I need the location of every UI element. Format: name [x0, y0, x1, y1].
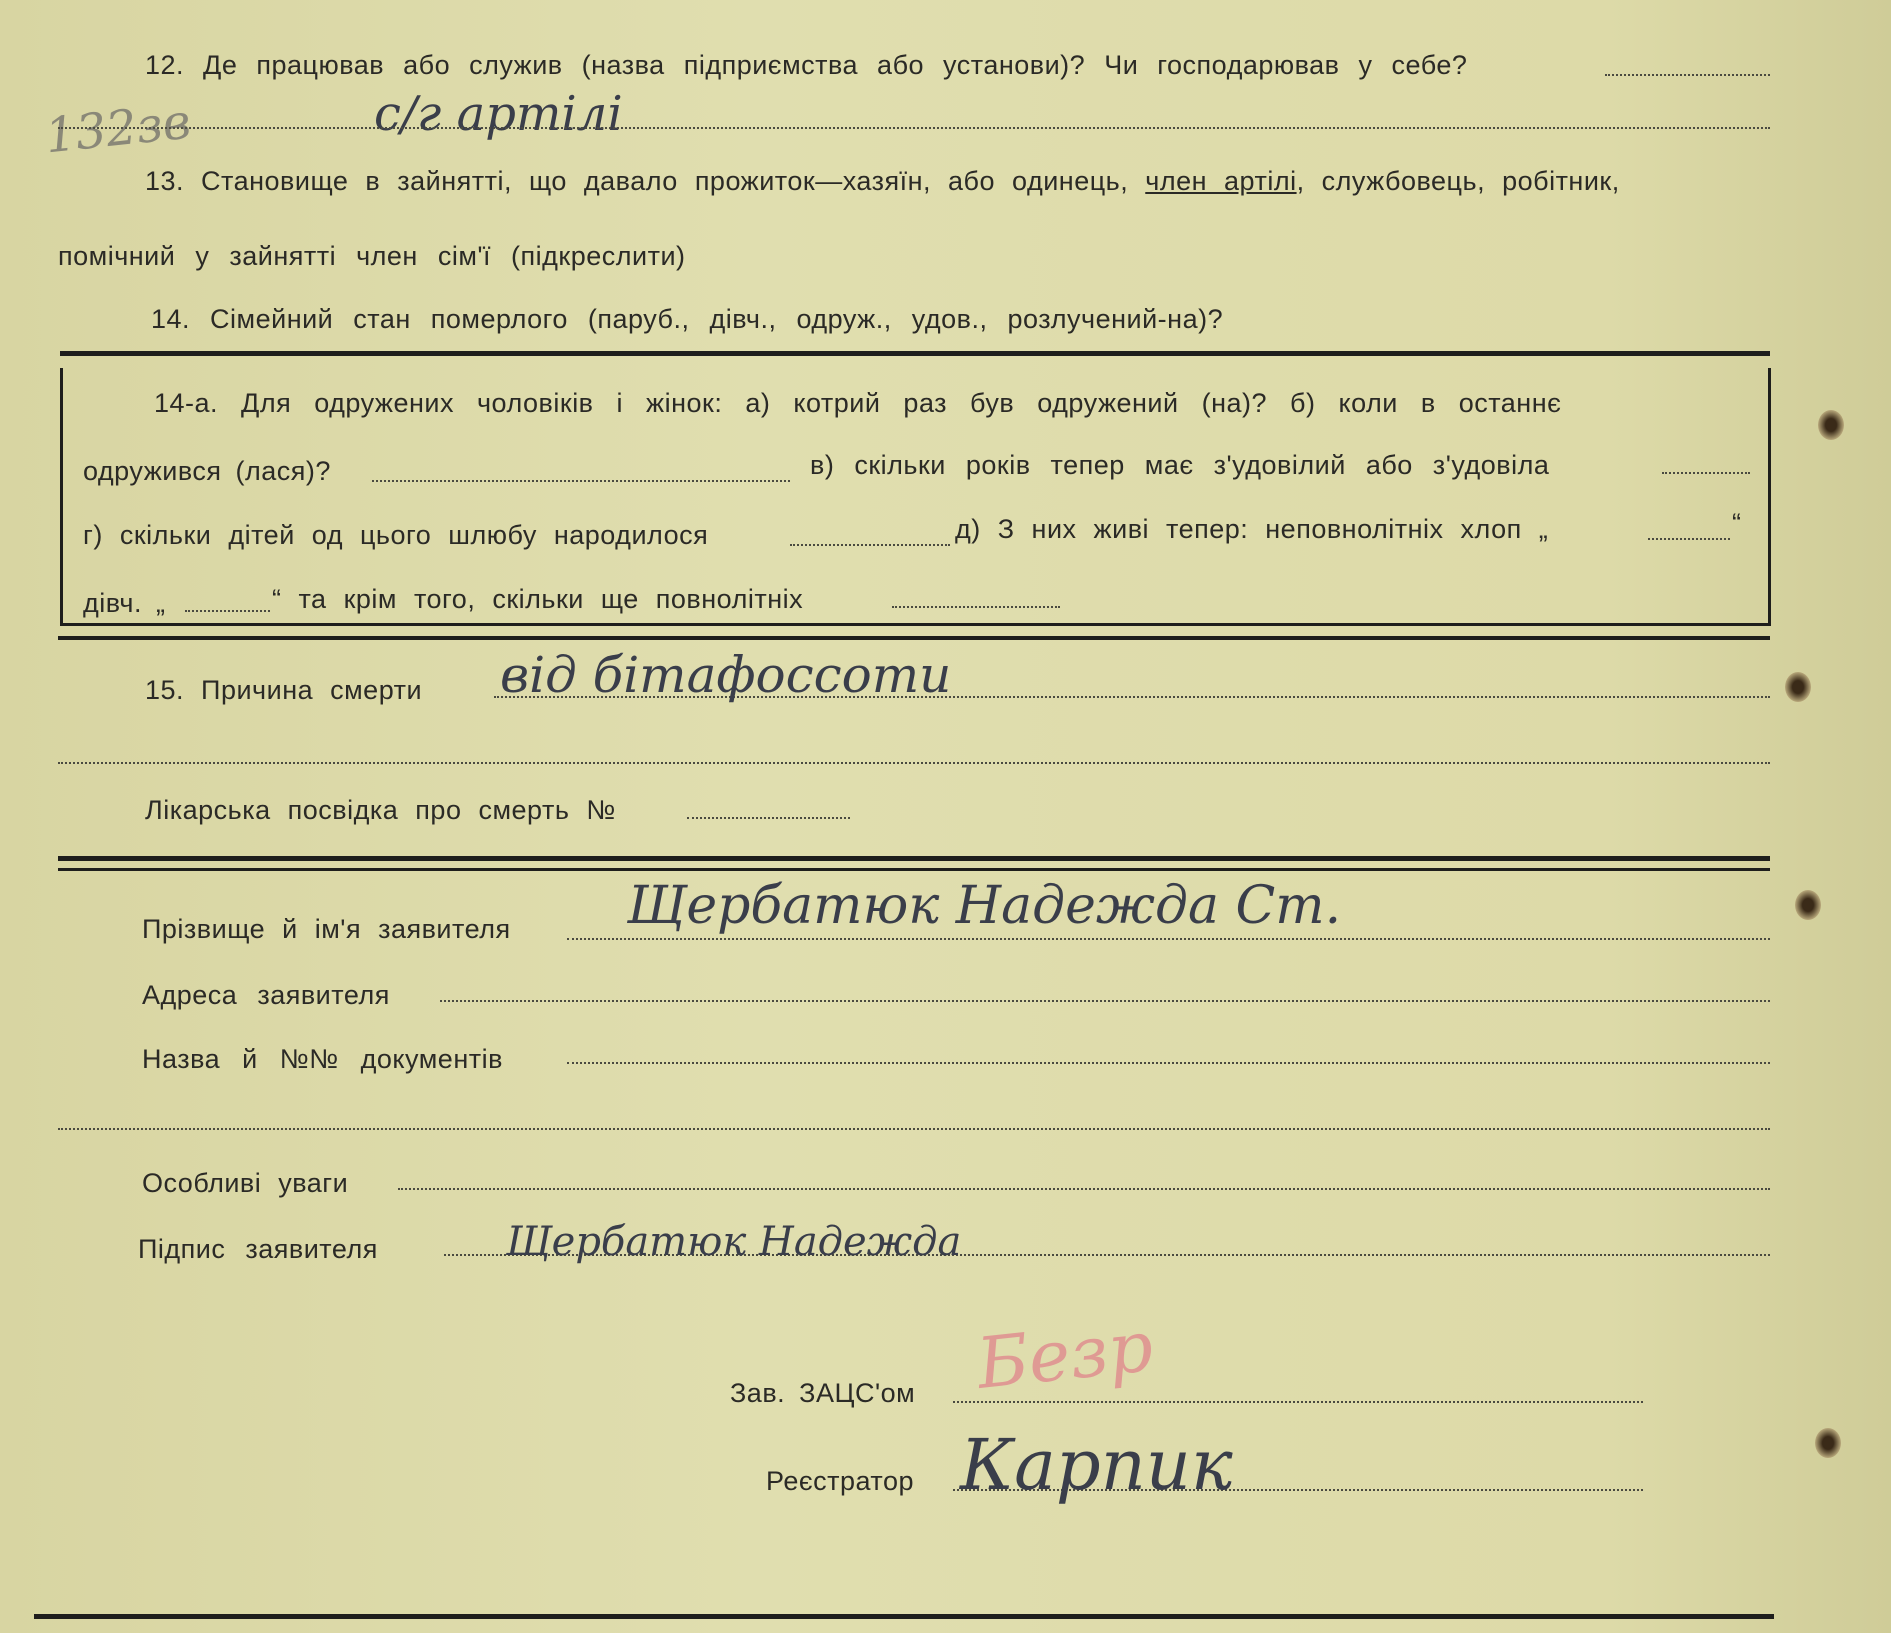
head-label: Зав. ЗАЦС'ом — [730, 1378, 916, 1408]
q14-label: 14. Сімейний стан померлого (паруб., дівч., одруж., удов., розлучений-на)? — [151, 304, 1224, 334]
registrar-signature: Карпик — [960, 1424, 1233, 1506]
divider — [60, 351, 1770, 356]
divider — [58, 636, 1770, 640]
q14a-line1: 14-а. Для одружених чоловіків і жінок: а) котрий раз був одружений (на)? б) коли в останнє — [154, 388, 1562, 418]
q14a-line4a: дівч. „ — [83, 588, 166, 618]
q14a-adults-field — [892, 606, 1060, 608]
q14a-line4b: “ та крім того, скільки ще повнолітніх — [272, 584, 804, 614]
divider — [58, 856, 1770, 861]
q12-answer-line — [1605, 74, 1770, 76]
q14a-line3c: “ — [1732, 508, 1742, 538]
q13-line2: помічний у зайнятті член сім'ї (підкреслити) — [58, 241, 686, 271]
head-signature-field — [953, 1401, 1643, 1403]
q14a-line3a: г) скільки дітей од цього шлюбу народилося — [83, 520, 709, 550]
documents-label: Назва й №№ документів — [142, 1044, 503, 1074]
documents-field — [567, 1062, 1770, 1064]
applicant-name-field — [567, 938, 1770, 940]
divider — [58, 868, 1770, 871]
notes-field — [398, 1188, 1770, 1190]
q14a-line3b: д) З них живі тепер: неповнолітніх хлоп „ — [955, 514, 1549, 544]
punch-hole — [1815, 1428, 1841, 1458]
applicant-signature: Щербатюк Надежда — [506, 1219, 962, 1265]
divider — [34, 1614, 1774, 1619]
medical-label: Лікарська посвідка про смерть № — [145, 795, 616, 825]
registrar-label: Реєстратор — [766, 1466, 915, 1496]
documents-field-2 — [58, 1128, 1770, 1130]
notes-label: Особливі уваги — [142, 1168, 349, 1198]
punch-hole — [1785, 672, 1811, 702]
margin-note: 132зв — [42, 93, 194, 165]
q14a-children-field — [790, 544, 950, 546]
q12-answer: с/г артілі — [374, 86, 623, 142]
q15-answer-line-2 — [58, 762, 1770, 764]
applicant-address-field — [440, 1000, 1770, 1002]
q13-text-b: , службовець, робітник, — [1296, 166, 1620, 196]
q13-text-a: 13. Становище в зайнятті, що давало прожиток—хазяїн, або одинець, — [145, 166, 1129, 196]
applicant-name-label: Прізвище й ім'я заявителя — [142, 914, 511, 944]
q14a-years-field — [1662, 472, 1750, 474]
q14a-boys-field — [1648, 538, 1730, 540]
q12-label: 12. Де працював або служив (назва підприємства або установи)? Чи господарював у себе? — [145, 50, 1468, 80]
q12-answer-line-2 — [58, 127, 1770, 129]
applicant-address-label: Адреса заявителя — [142, 980, 390, 1010]
q14a-line2a: одружився (лася)? — [83, 456, 331, 486]
q13-line1 — [145, 168, 1620, 195]
signature-label: Підпис заявителя — [138, 1234, 378, 1264]
q14a-girls-field — [185, 610, 270, 612]
medical-number-field — [687, 817, 850, 819]
applicant-name-value: Щербатюк Надежда Ст. — [627, 876, 1342, 936]
q15-answer: від бітафоссоти — [500, 646, 952, 704]
red-mark: Безр — [973, 1305, 1157, 1405]
q14a-married-field — [372, 480, 790, 482]
punch-hole — [1795, 890, 1821, 920]
q13-underlined-option: член артілі — [1145, 166, 1297, 196]
punch-hole — [1818, 410, 1844, 440]
q15-label: 15. Причина смерти — [145, 675, 423, 705]
q14a-line2b: в) скільки років тепер має з'удовілий або з'удовіла — [810, 450, 1550, 480]
